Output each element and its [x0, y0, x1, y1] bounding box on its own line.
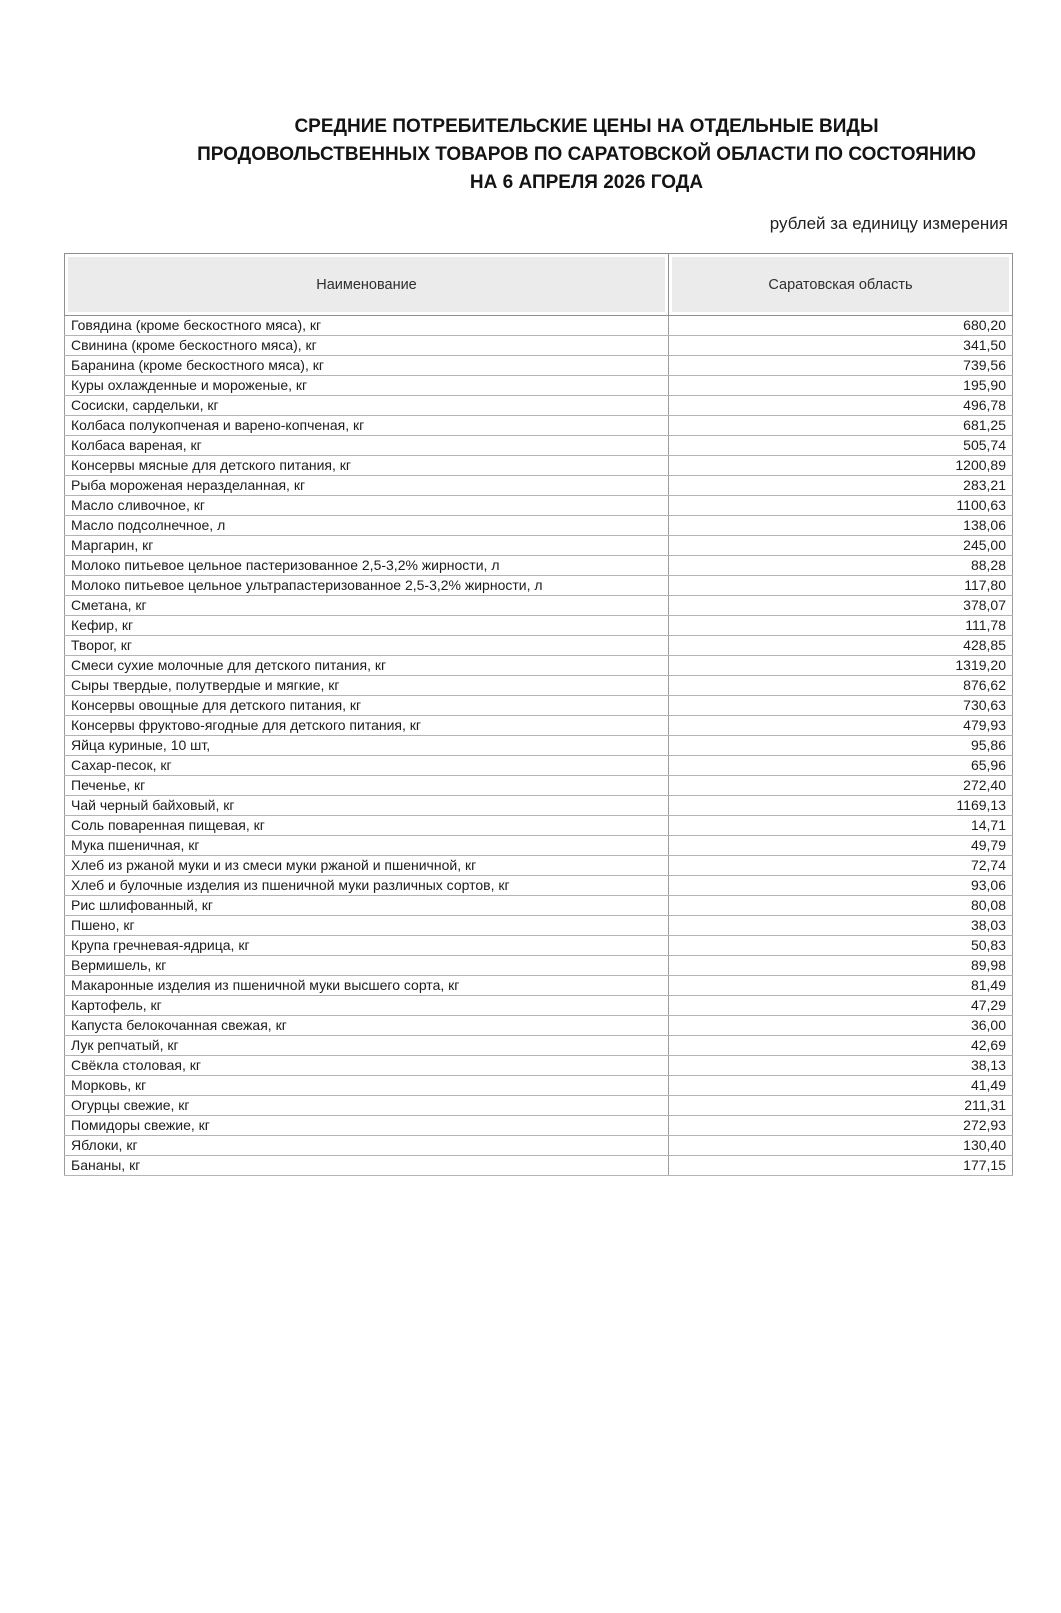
price-table-body	[65, 316, 1013, 1176]
table-row	[65, 876, 1013, 896]
product-name-cell: Масло подсолнечное, л	[65, 516, 669, 536]
table-row	[65, 376, 1013, 396]
product-name-cell: Печенье, кг	[65, 776, 669, 796]
price-value-cell: 876,62	[669, 676, 1013, 696]
price-value-cell: 496,78	[669, 396, 1013, 416]
product-name-cell: Молоко питьевое цельное ультрапастеризованное 2,5-3,2% жирности, л	[65, 576, 669, 596]
table-row	[65, 396, 1013, 416]
price-value-cell: 117,80	[669, 576, 1013, 596]
price-value-cell: 95,86	[669, 736, 1013, 756]
product-name-cell: Картофель, кг	[65, 996, 669, 1016]
product-name-cell: Крупа гречневая-ядрица, кг	[65, 936, 669, 956]
price-value-cell: 50,83	[669, 936, 1013, 956]
price-value-cell: 1169,13	[669, 796, 1013, 816]
product-name-cell: Сыры твердые, полутвердые и мягкие, кг	[65, 676, 669, 696]
price-value-cell: 41,49	[669, 1076, 1013, 1096]
product-name-cell: Капуста белокочанная свежая, кг	[65, 1016, 669, 1036]
unit-of-measure-note: рублей за единицу измерения	[769, 214, 1008, 233]
price-value-cell: 65,96	[669, 756, 1013, 776]
table-row	[65, 896, 1013, 916]
table-row	[65, 696, 1013, 716]
product-name-cell: Масло сливочное, кг	[65, 496, 669, 516]
product-name-cell: Рис шлифованный, кг	[65, 896, 669, 916]
product-name-cell: Морковь, кг	[65, 1076, 669, 1096]
price-value-cell: 1100,63	[669, 496, 1013, 516]
product-name-cell: Рыба мороженая неразделанная, кг	[65, 476, 669, 496]
product-name-cell: Говядина (кроме бескостного мяса), кг	[65, 316, 669, 336]
table-row	[65, 336, 1013, 356]
table-row	[65, 856, 1013, 876]
document-page	[0, 113, 1061, 1613]
price-value-cell: 681,25	[669, 416, 1013, 436]
table-row	[65, 756, 1013, 776]
product-name-cell: Баранина (кроме бескостного мяса), кг	[65, 356, 669, 376]
table-row	[65, 656, 1013, 676]
price-value-cell: 730,63	[669, 696, 1013, 716]
product-name-cell: Сосиски, сардельки, кг	[65, 396, 669, 416]
product-name-cell: Маргарин, кг	[65, 536, 669, 556]
table-row	[65, 1156, 1013, 1176]
product-name-cell: Консервы мясные для детского питания, кг	[65, 456, 669, 476]
product-name-cell: Колбаса полукопченая и варено-копченая, кг	[65, 416, 669, 436]
product-name-cell: Пшено, кг	[65, 916, 669, 936]
table-row	[65, 436, 1013, 456]
table-row	[65, 776, 1013, 796]
price-value-cell: 49,79	[669, 836, 1013, 856]
price-table-header	[65, 254, 1013, 316]
table-row	[65, 716, 1013, 736]
product-name-cell: Лук репчатый, кг	[65, 1036, 669, 1056]
price-value-cell: 428,85	[669, 636, 1013, 656]
product-name-cell: Огурцы свежие, кг	[65, 1096, 669, 1116]
page-title-line-2: ПРОДОВОЛЬСТВЕННЫХ ТОВАРОВ ПО САРАТОВСКОЙ ОБЛАСТИ ПО СОСТОЯНИЮ	[197, 144, 976, 165]
table-row	[65, 936, 1013, 956]
table-row	[65, 956, 1013, 976]
table-row	[65, 516, 1013, 536]
price-value-cell: 36,00	[669, 1016, 1013, 1036]
price-value-cell: 81,49	[669, 976, 1013, 996]
price-value-cell: 89,98	[669, 956, 1013, 976]
product-name-cell: Консервы фруктово-ягодные для детского питания, кг	[65, 716, 669, 736]
page-title-line-3: НА 6 АПРЕЛЯ 2026 ГОДА	[469, 172, 704, 193]
table-row	[65, 556, 1013, 576]
header-row	[65, 254, 1013, 316]
table-row	[65, 456, 1013, 476]
product-name-cell: Молоко питьевое цельное пастеризованное 2,5-3,2% жирности, л	[65, 556, 669, 576]
price-value-cell: 505,74	[669, 436, 1013, 456]
price-value-cell: 130,40	[669, 1136, 1013, 1156]
table-row	[65, 1076, 1013, 1096]
product-name-cell: Куры охлажденные и мороженые, кг	[65, 376, 669, 396]
product-name-cell: Чай черный байховый, кг	[65, 796, 669, 816]
table-row	[65, 1016, 1013, 1036]
product-name-cell: Колбаса вареная, кг	[65, 436, 669, 456]
product-name-cell: Хлеб из ржаной муки и из смеси муки ржаной и пшеничной, кг	[65, 856, 669, 876]
product-name-cell: Бананы, кг	[65, 1156, 669, 1176]
price-value-cell: 88,28	[669, 556, 1013, 576]
table-row	[65, 796, 1013, 816]
product-name-cell: Макаронные изделия из пшеничной муки высшего сорта, кг	[65, 976, 669, 996]
price-value-cell: 93,06	[669, 876, 1013, 896]
price-value-cell: 111,78	[669, 616, 1013, 636]
column-header-region: Саратовская область	[669, 254, 1013, 316]
price-value-cell: 38,13	[669, 1056, 1013, 1076]
product-name-cell: Консервы овощные для детского питания, кг	[65, 696, 669, 716]
product-name-cell: Хлеб и булочные изделия из пшеничной муки различных сортов, кг	[65, 876, 669, 896]
price-value-cell: 341,50	[669, 336, 1013, 356]
price-value-cell: 47,29	[669, 996, 1013, 1016]
table-row	[65, 1056, 1013, 1076]
table-row	[65, 1096, 1013, 1116]
price-value-cell: 272,93	[669, 1116, 1013, 1136]
product-name-cell: Яйца куриные, 10 шт,	[65, 736, 669, 756]
table-row	[65, 676, 1013, 696]
product-name-cell: Соль поваренная пищевая, кг	[65, 816, 669, 836]
price-value-cell: 80,08	[669, 896, 1013, 916]
price-value-cell: 1200,89	[669, 456, 1013, 476]
price-value-cell: 177,15	[669, 1156, 1013, 1176]
price-value-cell: 479,93	[669, 716, 1013, 736]
price-value-cell: 195,90	[669, 376, 1013, 396]
table-row	[65, 536, 1013, 556]
price-value-cell: 211,31	[669, 1096, 1013, 1116]
table-row	[65, 416, 1013, 436]
price-value-cell: 272,40	[669, 776, 1013, 796]
price-value-cell: 245,00	[669, 536, 1013, 556]
product-name-cell: Смеси сухие молочные для детского питания, кг	[65, 656, 669, 676]
price-value-cell: 283,21	[669, 476, 1013, 496]
table-row	[65, 1136, 1013, 1156]
table-row	[65, 916, 1013, 936]
product-name-cell: Сметана, кг	[65, 596, 669, 616]
product-name-cell: Помидоры свежие, кг	[65, 1116, 669, 1136]
table-row	[65, 616, 1013, 636]
product-name-cell: Свинина (кроме бескостного мяса), кг	[65, 336, 669, 356]
product-name-cell: Вермишель, кг	[65, 956, 669, 976]
table-row	[65, 636, 1013, 656]
price-value-cell: 42,69	[669, 1036, 1013, 1056]
price-value-cell: 1319,20	[669, 656, 1013, 676]
price-value-cell: 72,74	[669, 856, 1013, 876]
table-row	[65, 316, 1013, 336]
product-name-cell: Свёкла столовая, кг	[65, 1056, 669, 1076]
table-row	[65, 736, 1013, 756]
product-name-cell: Мука пшеничная, кг	[65, 836, 669, 856]
product-name-cell: Кефир, кг	[65, 616, 669, 636]
price-table	[64, 253, 1013, 1176]
table-row	[65, 836, 1013, 856]
product-name-cell: Творог, кг	[65, 636, 669, 656]
table-row	[65, 576, 1013, 596]
page-title	[168, 113, 1005, 197]
table-row	[65, 816, 1013, 836]
page-title-line-1: СРЕДНИЕ ПОТРЕБИТЕЛЬСКИЕ ЦЕНЫ НА ОТДЕЛЬНЫЕ ВИДЫ	[294, 116, 879, 137]
table-row	[65, 356, 1013, 376]
table-row	[65, 996, 1013, 1016]
table-row	[65, 1036, 1013, 1056]
price-value-cell: 14,71	[669, 816, 1013, 836]
price-value-cell: 680,20	[669, 316, 1013, 336]
price-value-cell: 739,56	[669, 356, 1013, 376]
table-row	[65, 476, 1013, 496]
table-row	[65, 596, 1013, 616]
product-name-cell: Сахар-песок, кг	[65, 756, 669, 776]
table-row	[65, 496, 1013, 516]
price-value-cell: 38,03	[669, 916, 1013, 936]
table-row	[65, 976, 1013, 996]
column-header-name: Наименование	[65, 254, 669, 316]
price-value-cell: 378,07	[669, 596, 1013, 616]
table-row	[65, 1116, 1013, 1136]
product-name-cell: Яблоки, кг	[65, 1136, 669, 1156]
price-value-cell: 138,06	[669, 516, 1013, 536]
